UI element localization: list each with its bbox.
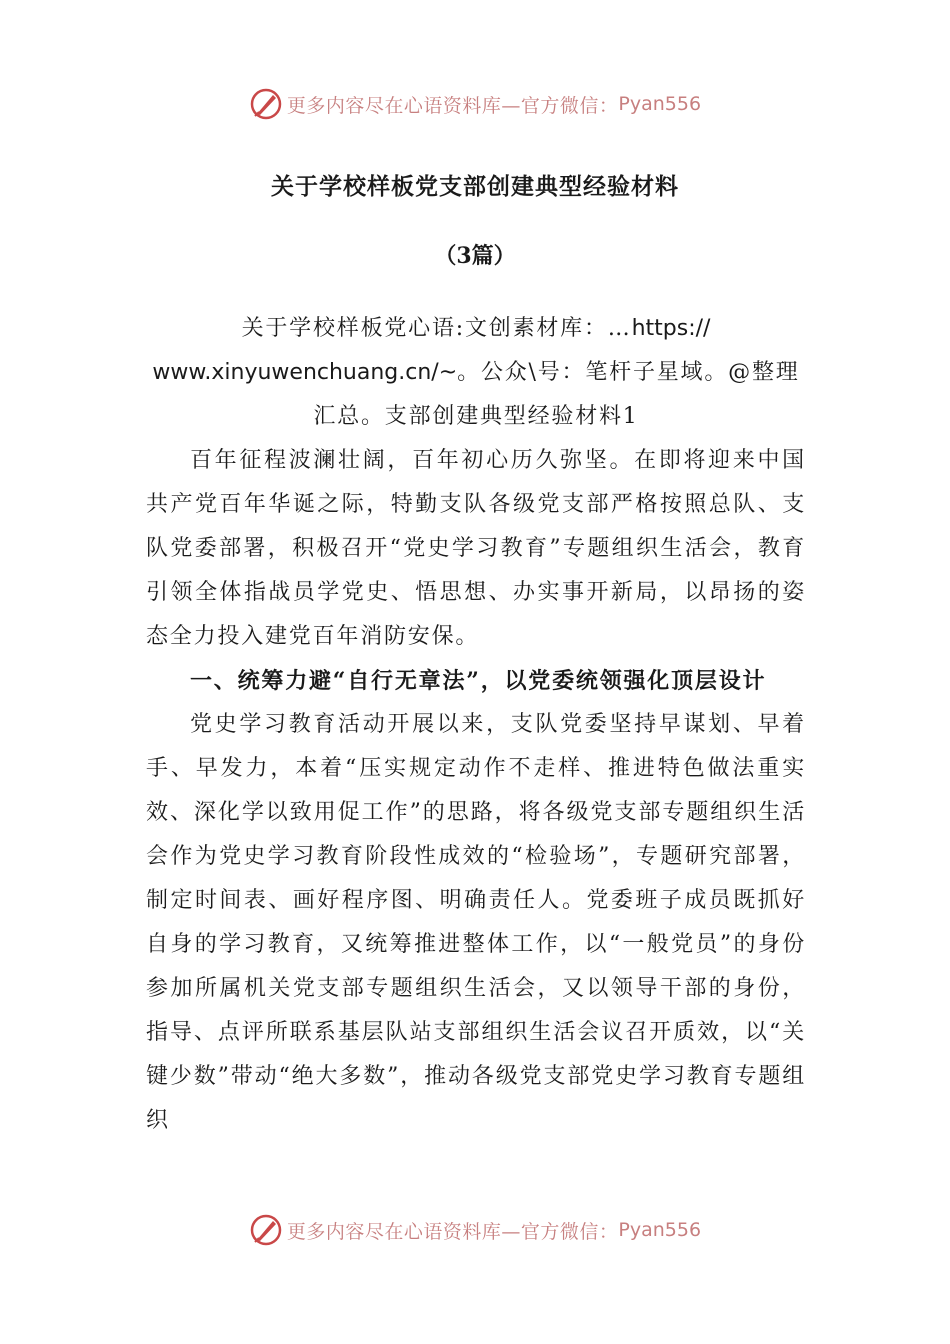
section-heading-1: 一、统筹力避“自行无章法”，以党委统领强化顶层设计 — [190, 668, 767, 694]
document-title: 关于学校样板党支部创建典型经验材料 — [271, 173, 679, 200]
quill-logo-icon — [249, 1213, 283, 1247]
intro-line-2-url: www.xinyuwenchuang.cn/~ — [152, 360, 458, 385]
banner-wechat-id: Pyan556 — [618, 1219, 702, 1241]
intro-line-2 — [146, 351, 806, 395]
intro-line-3: 汇总。支部创建典型经验材料1 — [313, 404, 639, 429]
footer-watermark-banner — [0, 1210, 950, 1250]
intro-line-1 — [146, 307, 806, 351]
document-subtitle: （3篇） — [434, 243, 516, 269]
paragraph-1: 百年征程波澜壮阔，百年初心历久弥坚。在即将迎来中国共产党百年华诞之际，特勤支队各级党支部严格按照总队、支队党委部署，积极召开“党史学习教育”专题组织生活会，教育引领全体指战员学党史、悟思想、办实事开新局，以昂扬的姿态全力投入建党百年消防安保。 — [146, 448, 806, 649]
paragraph-2: 党史学习教育活动开展以来，支队党委坚持早谋划、早着手、早发力，本着“压实规定动作不走样、推进特色做法重实效、深化学以致用促工作”的思路，将各级党支部专题组织生活会作为党史学习教育阶段性成效的“检验场”，专题研究部署，制定时间表、画好程序图、明确责任人。党委班子成员既抓好自身的学习教育，又统筹推进整体工作，以“一般党员”的身份参加所属机关党支部专题组织生活会，又以领导干部的身份，指导、点评所联系基层队站支部组织生活会议召开质效，以“关键少数”带动“绝大多数”，推动各级党支部党史学习教育专题组织 — [146, 712, 806, 1133]
banner-text: 更多内容尽在心语资料库—官方微信： — [286, 1220, 619, 1243]
banner-text: 更多内容尽在心语资料库—官方微信： — [286, 94, 619, 117]
banner-wechat-id: Pyan556 — [618, 93, 702, 115]
header-watermark-banner — [0, 84, 950, 124]
document-body — [146, 307, 806, 1143]
intro-line-1-text: 关于学校样板党心语:文创素材库：… — [241, 316, 632, 341]
intro-line-2-text: 。公众\号：笔杆子星域。@整理 — [457, 360, 800, 385]
intro-line-1-url: https:// — [631, 316, 711, 341]
quill-logo-icon — [249, 87, 283, 121]
